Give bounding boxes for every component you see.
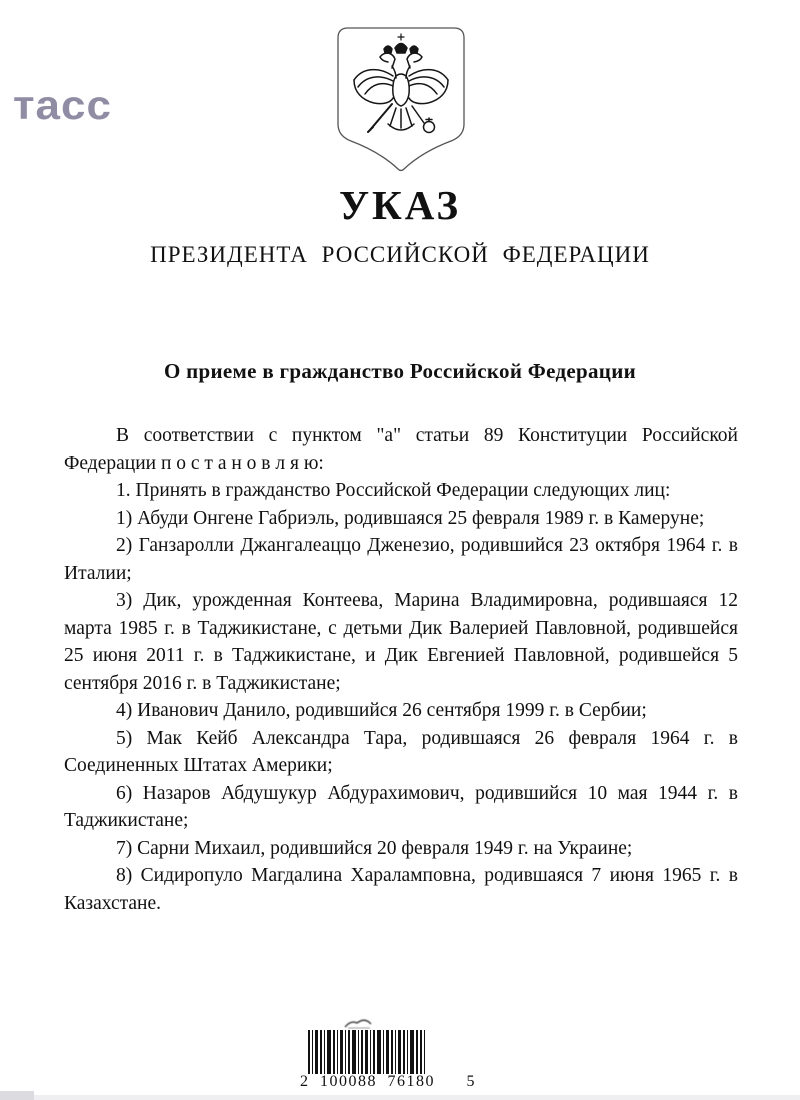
scan-edge-artifact xyxy=(0,1095,800,1100)
decree-paragraph: 3) Дик, урожденная Контеева, Марина Владимировна, родившаяся 12 марта 1985 г. в Таджикистане, с детьми Дик Валерией Павловной, родившейся 25 июня 2011 г. в Таджикистане, и Дик Евгенией Павловной, родившейся 5 сентября 2016 г. в Таджикистане; xyxy=(64,590,738,694)
decree-paragraph: 7) Сарни Михаил, родившийся 20 февраля 1949 г. на Украине; xyxy=(116,837,633,859)
coat-of-arms xyxy=(330,24,472,174)
decree-paragraph: 1. Принять в гражданство Российской Федерации следующих лиц: xyxy=(116,480,671,501)
decree-body xyxy=(64,422,738,917)
tass-watermark-logo: тасс xyxy=(13,83,112,129)
decree-title: УКАЗ xyxy=(338,182,462,228)
decree-paragraph: 2) Ганзаролли Джангалеаццо Дженезио, родившийся 23 октября 1964 г. в Италии; xyxy=(64,535,738,584)
decree-paragraph: 5) Мак Кейб Александра Тара, родившаяся 26 февраля 1964 г. в Соединенных Штатах Америки; xyxy=(64,727,738,776)
decree-paragraph: 8) Сидиропуло Магдалина Хараламповна, родившаяся 7 июня 1965 г. в Казахстане. xyxy=(64,865,738,914)
scan-corner-artifact xyxy=(0,1091,34,1100)
decree-paragraph: 1) Абуди Онгене Габриэль, родившаяся 25 февраля 1989 г. в Камеруне; xyxy=(116,507,705,529)
russian-coat-of-arms-icon xyxy=(330,24,472,174)
decree-subject-line: О приеме в гражданство Российской Федерации xyxy=(163,359,637,383)
barcode-number: 2 100088 76180 5 xyxy=(300,1073,476,1090)
decree-paragraph: В соответствии с пунктом "а" статьи 89 Конституции Российской Федерации п о с т а н о в л я ю: xyxy=(64,425,738,474)
decree-subtitle: ПРЕЗИДЕНТА РОССИЙСКОЙ ФЕДЕРАЦИИ xyxy=(150,242,650,267)
barcode-icon xyxy=(308,1030,426,1074)
print-smudge xyxy=(342,1018,376,1030)
decree-paragraph: 6) Назаров Абдушукур Абдурахимович, родившийся 10 мая 1944 г. в Таджикистане; xyxy=(64,782,738,831)
decree-paragraph: 4) Иванович Данило, родившийся 26 сентября 1999 г. в Сербии; xyxy=(116,700,647,721)
